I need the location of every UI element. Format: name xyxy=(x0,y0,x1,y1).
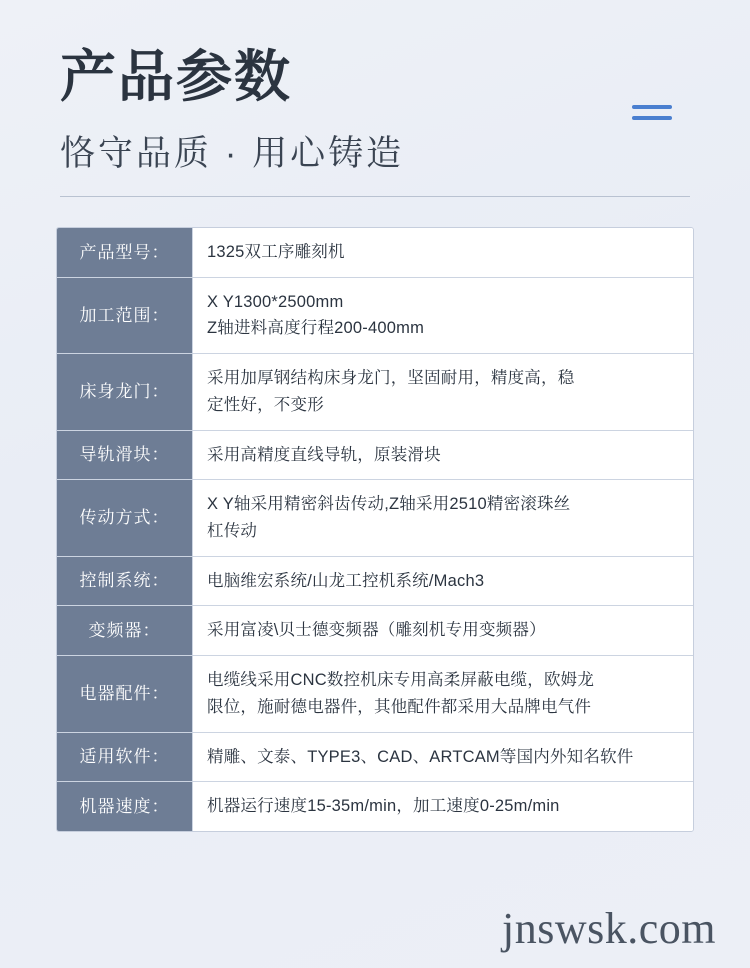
spec-value-line: 精雕、文泰、TYPE3、CAD、ARTCAM等国内外知名软件 xyxy=(207,747,634,766)
spec-value-line: 定性好，不变形 xyxy=(207,395,324,414)
spec-label: 控制系统： xyxy=(57,557,193,606)
header-divider xyxy=(60,196,690,197)
spec-value-line: X Y轴采用精密斜齿传动,Z轴采用2510精密滚珠丝 xyxy=(207,495,571,514)
spec-label: 机器速度： xyxy=(57,782,193,831)
spec-value-line: 采用高精度直线导轨，原装滑块 xyxy=(207,445,441,464)
table-row xyxy=(57,656,693,732)
spec-label: 床身龙门： xyxy=(57,354,193,429)
spec-label: 产品型号： xyxy=(57,228,193,277)
spec-value xyxy=(193,480,693,555)
table-row xyxy=(57,782,693,831)
spec-value xyxy=(193,278,693,353)
menu-bar-1 xyxy=(632,105,672,109)
spec-value xyxy=(193,656,693,731)
spec-value-line: 电脑维宏系统/山龙工控机系统/Mach3 xyxy=(207,571,485,590)
spec-value xyxy=(193,606,693,655)
table-row xyxy=(57,278,693,354)
table-row xyxy=(57,354,693,430)
spec-value-line: 限位，施耐德电器件，其他配件都采用大品牌电气件 xyxy=(207,697,592,716)
spec-value-line: Z轴进料高度行程200-400mm xyxy=(207,319,425,338)
spec-label: 适用软件： xyxy=(57,733,193,782)
spec-value-line: 机器运行速度15-35m/min，加工速度0-25m/min xyxy=(207,797,560,816)
spec-label: 加工范围： xyxy=(57,278,193,353)
hamburger-menu-icon[interactable] xyxy=(632,105,672,129)
spec-label: 导轨滑块： xyxy=(57,431,193,480)
spec-label: 变频器： xyxy=(57,606,193,655)
spec-value xyxy=(193,733,693,782)
spec-value xyxy=(193,228,693,277)
menu-bar-2 xyxy=(632,116,672,120)
spec-value-line: 1325双工序雕刻机 xyxy=(207,243,345,261)
spec-label: 电器配件： xyxy=(57,656,193,731)
spec-value-line: 采用加厚钢结构床身龙门，坚固耐用，精度高，稳 xyxy=(207,369,575,388)
table-row xyxy=(57,431,693,481)
table-row xyxy=(57,480,693,556)
table-row xyxy=(57,606,693,656)
table-row xyxy=(57,733,693,783)
spec-label: 传动方式： xyxy=(57,480,193,555)
table-row xyxy=(57,228,693,278)
spec-value-line: X Y1300*2500mm xyxy=(207,292,344,311)
spec-value xyxy=(193,431,693,480)
page-header xyxy=(28,0,722,173)
specs-table xyxy=(56,227,694,832)
spec-value xyxy=(193,782,693,831)
spec-value-line: 杠传动 xyxy=(207,522,258,541)
website-watermark: jnswsk.com xyxy=(502,904,716,953)
spec-value-line: 电缆线采用CNC数控机床专用高柔屏蔽电缆，欧姆龙 xyxy=(207,671,595,690)
page-title: 产品参数 xyxy=(60,45,292,108)
table-row xyxy=(57,557,693,607)
page-subtitle: 恪守品质 · 用心铸造 xyxy=(60,133,405,173)
spec-value xyxy=(193,557,693,606)
spec-value xyxy=(193,354,693,429)
spec-value-line: 采用富凌\贝士德变频器（雕刻机专用变频器） xyxy=(207,621,546,640)
